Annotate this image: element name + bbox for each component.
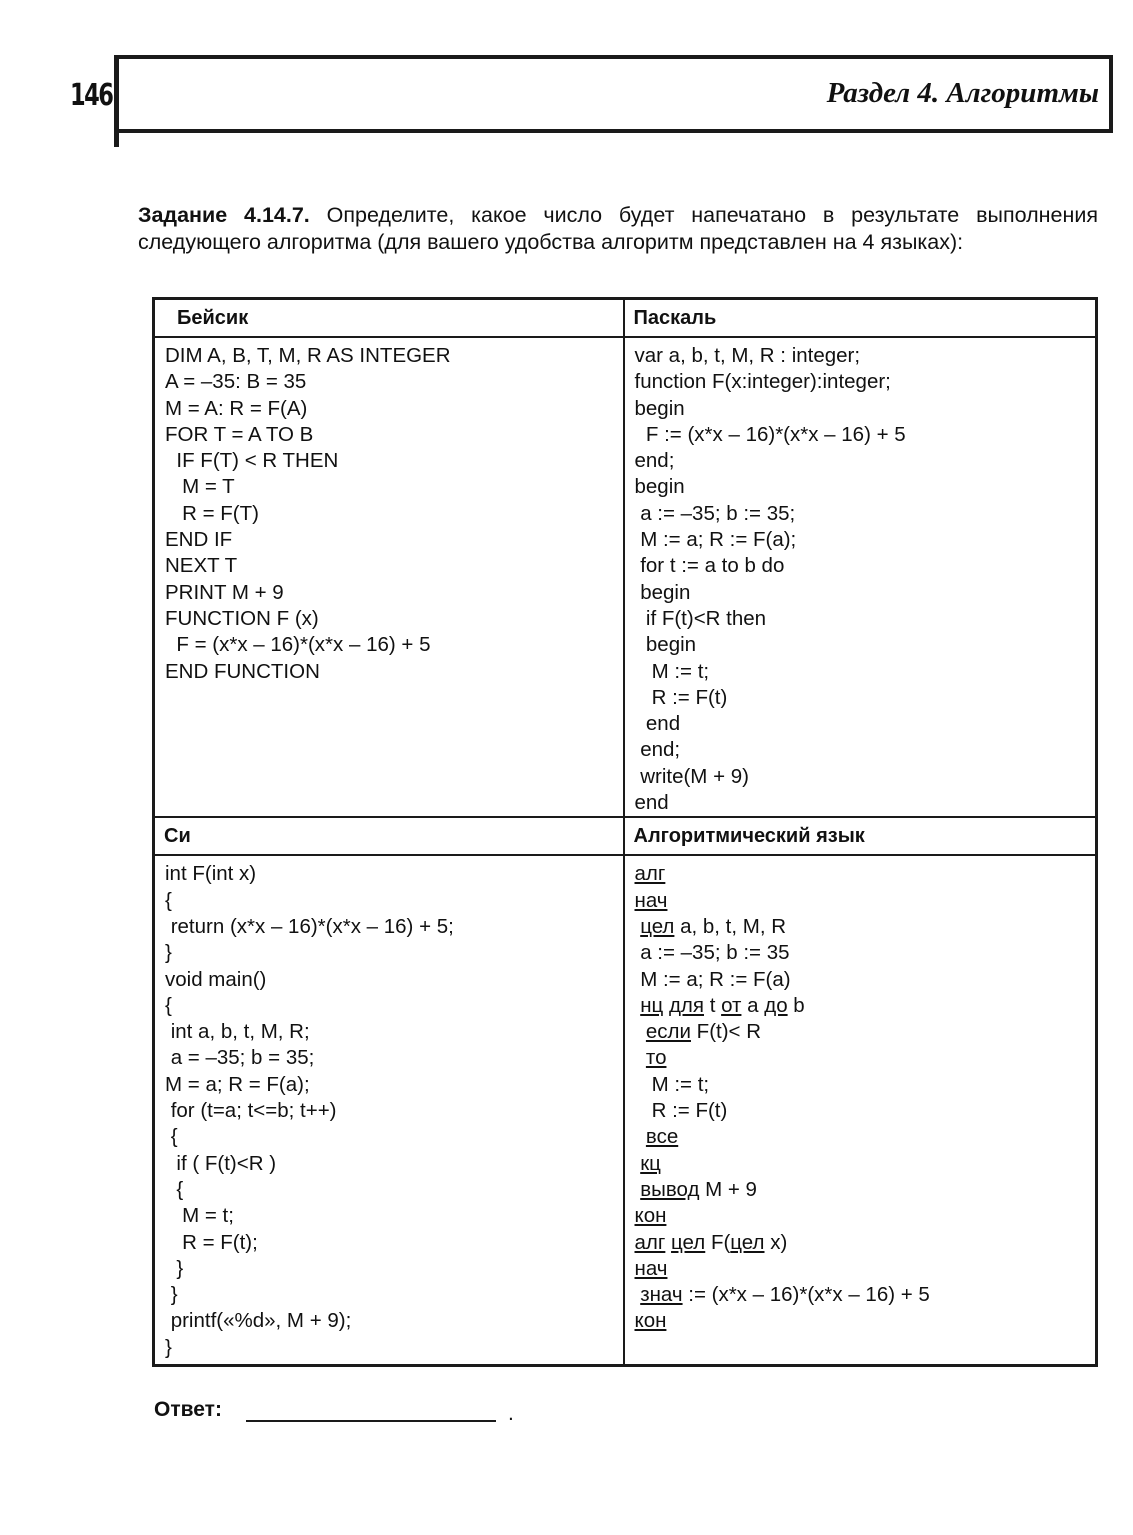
keyword: алг xyxy=(634,1230,666,1254)
code-line: R := F(t) xyxy=(634,685,728,709)
code-line xyxy=(635,861,1096,887)
keyword: вывод xyxy=(640,1177,700,1201)
code-line: function F(x:integer):integer; xyxy=(634,370,891,394)
code-line: var a, b, t, M, R : integer; xyxy=(634,344,861,367)
code-text: b xyxy=(787,993,805,1017)
code-line: R = F(t); xyxy=(165,1230,258,1254)
header-stub xyxy=(114,125,119,147)
code-line: F = (x*x – 16)*(x*x – 16) + 5 xyxy=(165,633,431,657)
code-line: { xyxy=(165,1177,184,1201)
code-line xyxy=(635,1308,1096,1334)
keyword: алг xyxy=(634,862,666,886)
keyword: кон xyxy=(634,1309,667,1333)
c-cell xyxy=(154,855,624,1365)
code-line xyxy=(635,967,1096,993)
code-text: M + 9 xyxy=(699,1177,757,1201)
code-line xyxy=(635,914,1096,940)
code-line: void main() xyxy=(165,967,267,991)
code-line xyxy=(635,1151,1096,1177)
code-line: M := a; R := F(a); xyxy=(634,528,797,552)
code-text: M := a; R := F(a) xyxy=(634,967,791,991)
code-line: end xyxy=(634,712,681,736)
code-line: PRINT M + 9 xyxy=(165,580,284,604)
code-line: { xyxy=(165,1125,178,1149)
code-line: FOR T = A TO B xyxy=(165,422,314,446)
code-line xyxy=(635,1124,1096,1150)
code-text: t xyxy=(704,993,722,1017)
code-line: M = t; xyxy=(165,1204,234,1228)
code-line xyxy=(635,993,1096,1019)
code-line: return (x*x – 16)*(x*x – 16) + 5; xyxy=(165,914,454,938)
code-line: a := –35; b := 35; xyxy=(634,501,796,525)
code-line: int a, b, t, M, R; xyxy=(165,1020,310,1044)
code-line: } xyxy=(165,1335,172,1359)
code-line xyxy=(635,1177,1096,1203)
code-line: begin xyxy=(634,475,685,499)
basic-cell xyxy=(154,337,624,817)
page-number: 146 xyxy=(70,78,113,113)
answer-label: Ответ: xyxy=(154,1398,222,1421)
keyword: кон xyxy=(634,1204,667,1228)
code-line: M = a; R = F(a); xyxy=(165,1072,310,1096)
keyword: нц xyxy=(640,993,664,1017)
code-line: R = F(T) xyxy=(165,501,259,525)
code-line: IF F(T) < R THEN xyxy=(165,449,339,473)
code-text: x) xyxy=(764,1230,788,1254)
code-text: R := F(t) xyxy=(634,1099,728,1123)
code-line: if ( F(t)<R ) xyxy=(165,1151,277,1175)
keyword: цел xyxy=(730,1230,765,1254)
pascal-code xyxy=(625,338,1096,816)
code-line: END IF xyxy=(165,528,233,552)
basic-header: Бейсик xyxy=(154,299,624,338)
code-line: a = –35; b = 35; xyxy=(165,1046,315,1070)
code-line: } xyxy=(165,941,172,965)
c-code xyxy=(155,856,623,1361)
code-line xyxy=(635,1282,1096,1308)
code-line: if F(t)<R then xyxy=(634,606,767,630)
pascal-cell xyxy=(624,337,1097,817)
section-title: Раздел 4. Алгоритмы xyxy=(826,77,1099,109)
code-line xyxy=(635,1230,1096,1256)
keyword: если xyxy=(645,1020,691,1044)
code-text xyxy=(635,1125,646,1148)
code-line: end; xyxy=(634,449,675,473)
code-line: for t := a to b do xyxy=(634,554,785,578)
code-line: NEXT T xyxy=(165,554,238,578)
code-text xyxy=(635,1020,646,1043)
algo-code xyxy=(625,856,1096,1334)
keyword: нач xyxy=(634,888,668,912)
code-line: { xyxy=(165,993,172,1017)
keyword: цел xyxy=(671,1230,706,1254)
task-text: Определите, какое число будет напечатано в результате выполнения следующего алгоритма (для вашего удобства алгоритм представлен на 4 языках): xyxy=(138,203,1098,254)
code-line: printf(«%d», M + 9); xyxy=(165,1309,352,1333)
task-statement xyxy=(138,202,1098,256)
code-line xyxy=(635,940,1096,966)
code-line: FUNCTION F (x) xyxy=(165,606,319,630)
answer-end-mark: . xyxy=(508,1402,514,1425)
code-line: end; xyxy=(634,738,681,762)
code-line xyxy=(635,1072,1096,1098)
pascal-header: Паскаль xyxy=(624,299,1097,338)
keyword: кц xyxy=(640,1151,661,1175)
keyword: от xyxy=(721,993,742,1017)
code-line xyxy=(635,1098,1096,1124)
code-line: } xyxy=(165,1283,178,1307)
code-line: A = –35: B = 35 xyxy=(165,370,307,394)
code-line: M := t; xyxy=(634,659,710,683)
task-label: Задание 4.14.7. xyxy=(138,203,310,227)
code-text: a xyxy=(741,993,765,1017)
code-text: a, b, t, M, R xyxy=(674,914,787,938)
code-line xyxy=(635,1045,1096,1071)
code-line: DIM A, B, T, M, R AS INTEGER xyxy=(165,344,451,367)
algo-header: Алгоритмический язык xyxy=(624,817,1097,855)
code-line xyxy=(635,1203,1096,1229)
keyword: до xyxy=(764,993,788,1017)
code-table xyxy=(152,297,1098,1367)
code-text xyxy=(635,1046,646,1069)
code-line: END FUNCTION xyxy=(165,659,320,683)
keyword: все xyxy=(645,1125,679,1149)
answer-field[interactable] xyxy=(246,1420,496,1422)
code-text: F( xyxy=(705,1230,731,1254)
code-line: begin xyxy=(634,580,691,604)
code-line xyxy=(635,1256,1096,1282)
c-header: Си xyxy=(154,817,624,855)
code-line: end xyxy=(634,791,669,815)
keyword: нач xyxy=(634,1256,668,1280)
code-line: begin xyxy=(634,396,685,420)
code-line: { xyxy=(165,888,172,912)
code-line: } xyxy=(165,1256,184,1280)
code-text: M := t; xyxy=(634,1072,710,1096)
code-text: F(t)< R xyxy=(690,1020,762,1044)
code-line: write(M + 9) xyxy=(634,764,749,788)
algo-cell xyxy=(624,855,1097,1365)
code-line: for (t=a; t<=b; t++) xyxy=(165,1099,337,1123)
basic-code xyxy=(155,338,623,685)
keyword: для xyxy=(668,993,704,1017)
header-box xyxy=(114,55,1113,133)
code-text: := (x*x – 16)*(x*x – 16) + 5 xyxy=(682,1283,930,1307)
code-line: begin xyxy=(634,633,697,657)
code-line: F := (x*x – 16)*(x*x – 16) + 5 xyxy=(634,422,906,446)
code-line xyxy=(635,1019,1096,1045)
keyword: то xyxy=(645,1046,667,1070)
keyword: знач xyxy=(640,1283,683,1307)
code-line: M = T xyxy=(165,475,235,499)
keyword: цел xyxy=(640,914,675,938)
code-text: a := –35; b := 35 xyxy=(634,941,790,965)
code-line: M = A: R = F(A) xyxy=(165,396,308,420)
code-line xyxy=(635,888,1096,914)
code-line: int F(int x) xyxy=(165,862,257,886)
